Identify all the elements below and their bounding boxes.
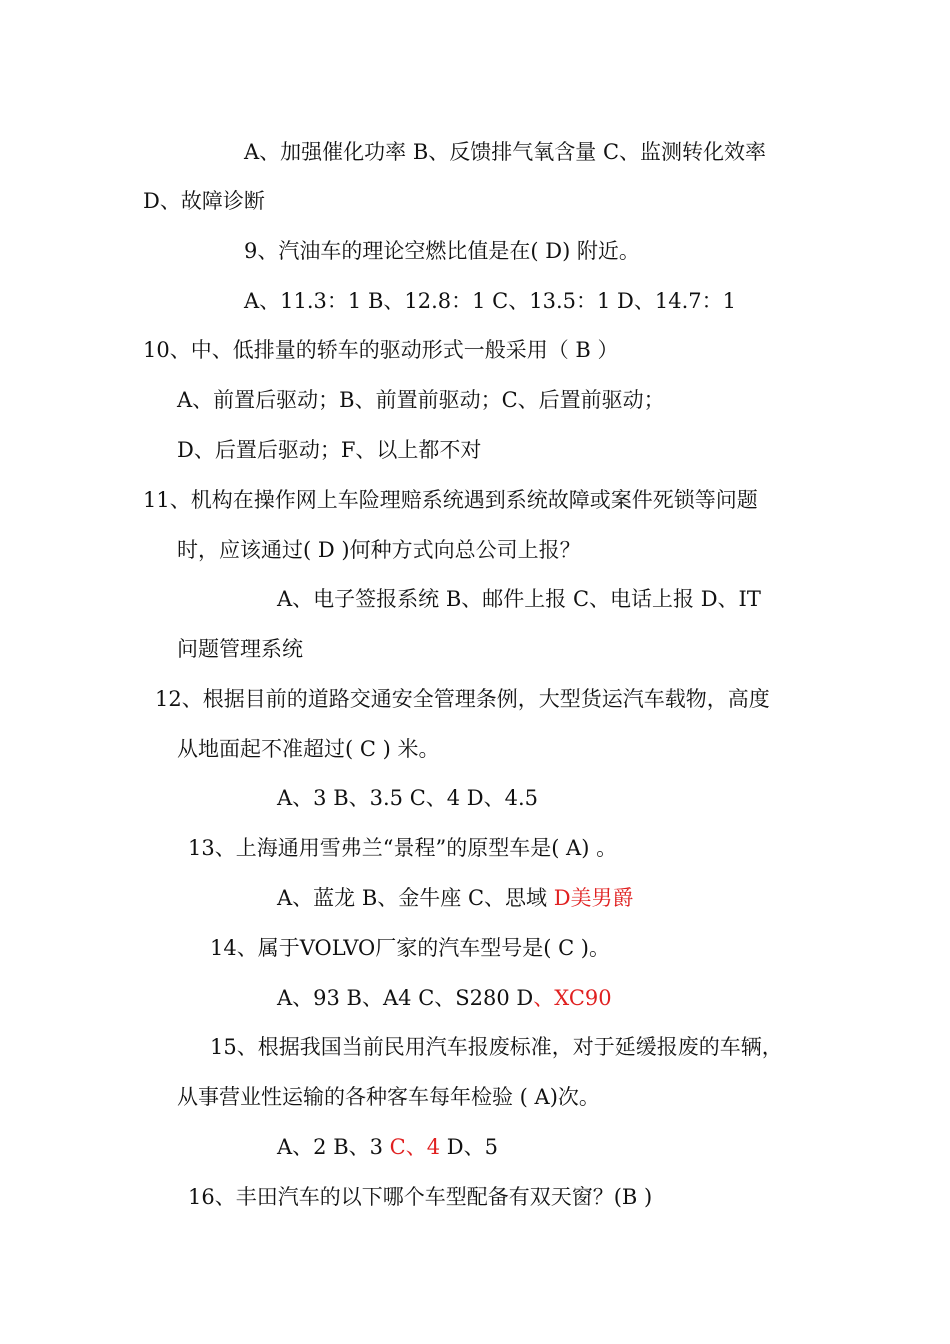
q13-question-text: 13、上海通用雪弗兰“景程”的原型车是( A) 。 [188,836,618,860]
q13-options [277,883,634,913]
q16-question [188,1182,652,1212]
q9-options [244,286,736,316]
q13-option-d-highlight: D美男爵 [553,886,634,910]
q15-option-c-highlight: C、4 [389,1135,441,1159]
q16-question-text: 16、丰田汽车的以下哪个车型配备有双天窗？(B ) [188,1185,653,1209]
q15-options [277,1132,498,1162]
q14-question-text: 14、属于VOLVO厂家的汽车型号是( C )。 [210,936,611,960]
q12-options [277,783,538,813]
q15-options-text-end: D、5 [440,1135,498,1159]
q12-options-text: A、3 B、3.5 C、4 D、4.5 [277,786,539,810]
q9-question [244,236,640,266]
q15-question-line1 [210,1032,783,1062]
q11-question-line1-text: 11、机构在操作网上车险理赔系统遇到系统故障或案件死锁等问题 [143,488,758,512]
q14-options [277,983,612,1013]
q15-question-line2 [177,1082,600,1112]
q10-question-text: 10、中、低排量的轿车的驱动形式一般采用（ B ） [143,338,619,362]
q11-options-line1-text: A、电子签报系统 B、邮件上报 C、电话上报 D、IT [277,587,761,611]
q8-option-d [143,186,265,216]
q14-options-text: A、93 B、A4 C、S280 D [277,986,534,1010]
q10-options-line1 [177,385,665,415]
q11-options-line2 [177,634,303,664]
q12-question-line2-text: 从地面起不准超过( C ) 米。 [177,737,440,761]
q13-question [188,833,617,863]
q13-options-text: A、蓝龙 B、金牛座 C、思域 [277,886,554,910]
q12-question-line1 [155,684,770,714]
q14-option-d-highlight: 、XC90 [533,986,612,1010]
q9-question-text: 9、汽油车的理论空燃比值是在( D) 附近。 [244,239,640,263]
q9-options-text: A、11.3：1 B、12.8：1 C、13.5：1 D、14.7：1 [244,289,737,313]
q11-options-line1 [277,584,761,614]
q11-question-line1 [143,485,758,515]
q10-options-line1-text: A、前置后驱动；B、前置前驱动；C、后置前驱动； [177,388,665,412]
q14-question [210,933,610,963]
q15-options-text-start: A、2 B、3 [277,1135,390,1159]
q12-question-line1-text: 12、根据目前的道路交通安全管理条例，大型货运汽车载物，高度 [155,687,770,711]
q10-question [143,335,619,365]
q15-question-line1-text: 15、根据我国当前民用汽车报废标准，对于延缓报废的车辆， [210,1035,783,1059]
q11-options-line2-text: 问题管理系统 [177,637,303,661]
q11-question-line2 [177,535,581,565]
q15-question-line2-text: 从事营业性运输的各种客车每年检验 ( A)次。 [177,1085,600,1109]
q8-options [244,137,766,167]
q11-question-line2-text: 时，应该通过( D )何种方式向总公司上报？ [177,538,581,562]
q12-question-line2 [177,734,439,764]
q10-options-line2-text: D、后置后驱动；F、以上都不对 [177,438,482,462]
q10-options-line2 [177,435,481,465]
q8-option-d-text: D、故障诊断 [143,189,265,213]
q8-options-text: A、加强催化功率 B、反馈排气氧含量 C、监测转化效率 [244,140,767,164]
